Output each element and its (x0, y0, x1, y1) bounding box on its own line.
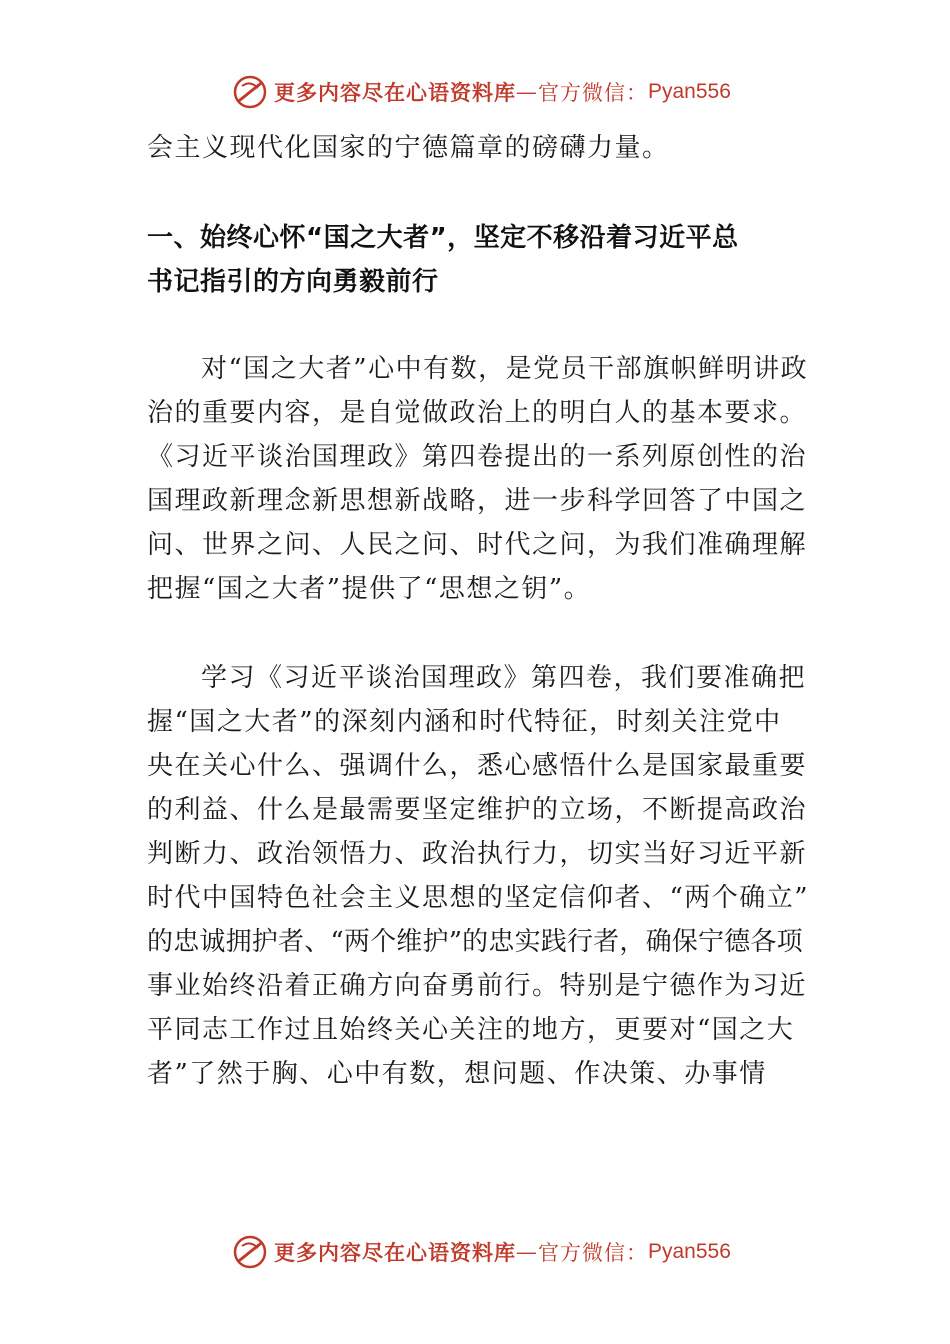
watermark-main: 更多内容尽在心语资料库 (274, 1240, 516, 1265)
text-line: 会主义现代化国家的宁德篇章的磅礴力量。 (147, 133, 670, 163)
watermark-sub: 官方微信： (538, 1241, 648, 1265)
text-line: 问、世界之问、人民之问、时代之问，为我们准确理解 (147, 530, 808, 560)
section-heading-line: 书记指引的方向勇毅前行 (147, 267, 439, 297)
text-line: 的忠诚拥护者、“两个维护”的忠实践行者，确保宁德各项 (147, 927, 803, 957)
text-line: 治的重要内容，是自觉做政治上的明白人的基本要求。 (147, 398, 808, 428)
text-line: 的利益、什么是最需要坚定维护的立场，不断提高政治 (147, 795, 808, 825)
text-line: 平同志工作过且始终关心关注的地方，更要对“国之大 (147, 1015, 795, 1045)
watermark-id: Pyan556 (648, 80, 731, 103)
text-line: 握“国之大者”的深刻内涵和时代特征，时刻关注党中 (147, 707, 782, 737)
text-line: 《习近平谈治国理政》第四卷提出的一系列原创性的治 (147, 442, 808, 472)
watermark-id: Pyan556 (648, 1240, 731, 1263)
text-line: 判断力、政治领悟力、政治执行力，切实当好习近平新 (147, 839, 808, 869)
text-line: 对“国之大者”心中有数，是党员干部旗帜鲜明讲政 (201, 354, 809, 384)
logo-icon (232, 1234, 268, 1270)
text-line: 时代中国特色社会主义思想的坚定信仰者、“两个确立” (147, 883, 810, 913)
text-line: 央在关心什么、强调什么，悉心感悟什么是国家最重要 (147, 751, 808, 781)
watermark-separator: — (516, 80, 538, 104)
text-line: 者”了然于胸、心中有数，想问题、作决策、办事情 (147, 1059, 767, 1089)
text-line: 事业始终沿着正确方向奋勇前行。特别是宁德作为习近 (147, 971, 808, 1001)
watermark-banner-bottom (232, 1232, 731, 1272)
logo-icon (232, 74, 268, 110)
text-line: 学习《习近平谈治国理政》第四卷，我们要准确把 (201, 663, 807, 693)
text-line: 国理政新理念新思想新战略，进一步科学回答了中国之 (147, 486, 808, 516)
watermark-main: 更多内容尽在心语资料库 (274, 80, 516, 105)
section-heading-line: 一、始终心怀“国之大者”，坚定不移沿着习近平总 (147, 223, 739, 253)
watermark-banner-top (232, 72, 731, 112)
text-line: 把握“国之大者”提供了“思想之钥”。 (147, 574, 592, 604)
watermark-sub: 官方微信： (538, 81, 648, 105)
watermark-separator: — (516, 1240, 538, 1264)
